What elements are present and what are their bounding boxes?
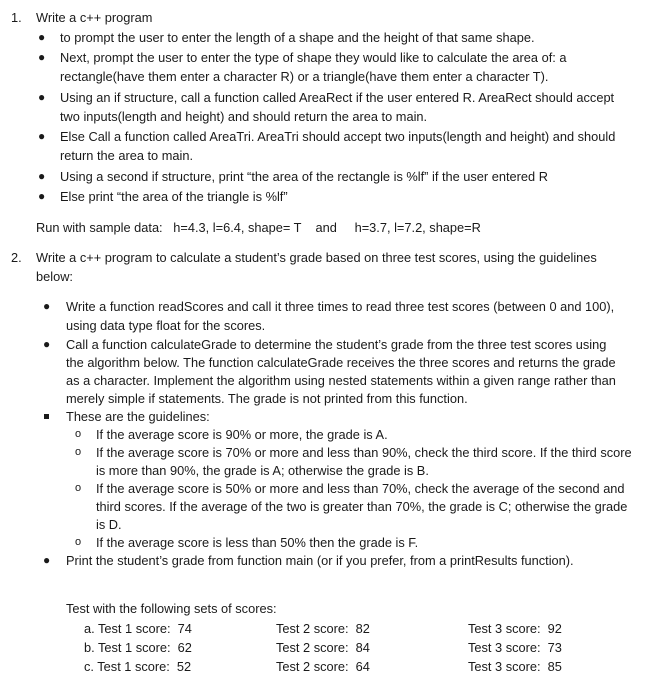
q2-guideline-3-line-2: third scores. If the average of the two is greater than 70%, the grade is C; otherwise the grade [96,499,628,514]
q2-b1-line-1: Write a function readScores and call it three times to read three test scores (between 0 and 100), [66,299,615,314]
bullet-icon: ● [43,299,51,313]
q2-b2-line-2: the algorithm below. The function calculateGrade receives the three scores and returns the grade [66,355,616,370]
q2-guideline-1-line-1: If the average score is 90% or more, the grade is A. [96,427,388,442]
q2-b2-line-3: as a character. Implement the algorithm using nested statements within a given range rather than [66,373,616,388]
bullet-icon: ● [43,553,51,567]
q2-guideline-3-line-3: is D. [96,517,122,532]
q2-b4: Print the student’s grade from function main (or if you prefer, from a printResults function). [66,553,574,568]
q2-guideline-4-line-1: If the average score is less than 50% then the grade is F. [96,535,419,550]
q2-title-line-2: below: [36,269,73,284]
q2-b2-line-1: Call a function calculateGrade to determine the student’s grade from the three test scores using [66,337,607,352]
circle-bullet-icon: o [75,428,82,440]
bullet-icon: ● [38,129,46,143]
q1-bullet-4-line-1: Else Call a function called AreaTri. AreaTri should accept two inputs(length and height) and should [60,129,616,144]
q2-guideline-3-line-1: If the average score is 50% or more and less than 70%, check the average of the second and [96,481,625,496]
q1-bullet-2-line-1: Next, prompt the user to enter the type of shape they would like to calculate the area of: a [60,50,567,65]
bullet-icon: ● [43,337,51,351]
circle-bullet-icon: o [75,446,82,458]
q1-run-line: Run with sample data: h=4.3, l=6.4, shape= T and h=3.7, l=7.2, shape=R [36,220,481,235]
bullet-icon: ● [38,90,46,104]
q2-guideline-2-line-2: is more than 90%, the grade is A; otherwise the grade is B. [96,463,429,478]
q1-bullet-5-line-1: Using a second if structure, print “the area of the rectangle is %lf” if the user entered R [60,169,548,184]
bullet-icon: ● [38,189,46,203]
test-a-score-1: a. Test 1 score: 74 [84,621,192,636]
q2-number: 2. [11,250,22,265]
square-bullet-icon [44,414,49,419]
test-c-score-3: Test 3 score: 85 [468,659,562,674]
bullet-icon: ● [38,169,46,183]
q1-bullet-1-line-1: to prompt the user to enter the length of a shape and the height of that same shape. [60,30,535,45]
q2-b1-line-2: using data type float for the scores. [66,318,266,333]
q1-bullet-2-line-2: rectangle(have them enter a character R) or a triangle(have them enter a character T). [60,69,549,84]
q2-test-intro: Test with the following sets of scores: [66,601,277,616]
bullet-icon: ● [38,50,46,64]
q1-title: Write a c++ program [36,10,153,25]
q1-bullet-4-line-2: return the area to main. [60,148,194,163]
q2-guideline-2-line-1: If the average score is 70% or more and less than 90%, check the third score. If the third score [96,445,632,460]
q1-number: 1. [11,10,22,25]
circle-bullet-icon: o [75,536,82,548]
q1-bullet-6-line-1: Else print “the area of the triangle is %lf” [60,189,288,204]
q2-title-line-1: Write a c++ program to calculate a student’s grade based on three test scores, using the guidelines [36,250,597,265]
test-c-score-1: c. Test 1 score: 52 [84,659,192,674]
test-b-score-3: Test 3 score: 73 [468,640,562,655]
q1-bullet-3-line-2: two inputs(length and height) and should return the area to main. [60,109,428,124]
test-b-score-2: Test 2 score: 84 [276,640,370,655]
test-a-score-2: Test 2 score: 82 [276,621,370,636]
bullet-icon: ● [38,30,46,44]
circle-bullet-icon: o [75,482,82,494]
q1-bullet-3-line-1: Using an if structure, call a function called AreaRect if the user entered R. AreaRect should accept [60,90,615,105]
q2-b3: These are the guidelines: [66,409,210,424]
q2-b2-line-4: merely simple if statements. The grade is not printed from this function. [66,391,468,406]
test-a-score-3: Test 3 score: 92 [468,621,562,636]
test-b-score-1: b. Test 1 score: 62 [84,640,192,655]
test-c-score-2: Test 2 score: 64 [276,659,370,674]
